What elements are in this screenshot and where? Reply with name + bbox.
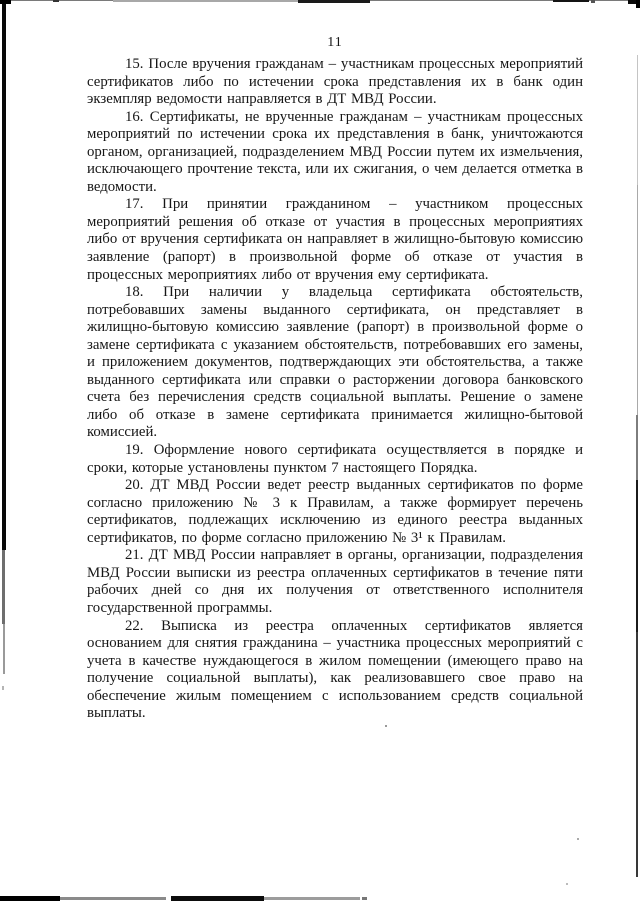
scan-artifact-top-edge: [0, 0, 640, 1]
scan-artifact-bottom-bar: [60, 897, 166, 900]
paragraph: 21. ДТ МВД России направляет в органы, организации, подразделения МВД России выписки из реестра оплаченных сертификатов в течение пяти рабочих дней со дня их получения от ответственного исполнителя государственной программы.: [87, 547, 583, 616]
scan-artifact-speck: [385, 725, 387, 727]
scan-artifact-right-edge: [637, 55, 638, 185]
scan-artifact-bottom-bar: [0, 896, 60, 901]
page-number: 11: [327, 35, 343, 50]
scan-artifact-top-edge: [0, 0, 11, 4]
scan-artifact-top-edge: [298, 0, 370, 3]
paragraph: 17. При принятии гражданином – участником процессных мероприятий решения об отказе от участия в процессных мероприятиях либо от вручения сертификата он направляет в жилищно-бытовую комиссию заявление (рапорт) в произвольной форме об отказе от участия в процессных мероприятиях либо от вручения ему сертификата.: [87, 196, 583, 283]
paragraph: 20. ДТ МВД России ведет реестр выданных сертификатов по форме согласно приложению № 3 к Правилам, а также формирует перечень сертификатов, подлежащих исключению из единого реестра выданных сертификатов, по форме согласно приложению № 3¹ к Правилам.: [87, 477, 583, 546]
scan-artifact-bottom-bar: [171, 896, 264, 901]
scan-artifact-left-edge: [2, 4, 6, 550]
paragraph: 19. Оформление нового сертификата осуществляется в порядке и сроки, которые установлены пунктом 7 настоящего Порядка.: [87, 442, 583, 476]
scan-artifact-bottom-bar: [264, 897, 360, 900]
scan-artifact-top-edge: [553, 0, 589, 2]
scan-artifact-right-edge: [636, 632, 638, 877]
paragraph: 15. После вручения гражданам – участникам процессных мероприятий сертификатов либо по истечении срока представления их в банк один экземпляр ведомости направляется в ДТ МВД России.: [87, 56, 583, 108]
scan-artifact-top-edge: [53, 0, 59, 2]
scan-artifact-left-edge: [3, 624, 5, 674]
scan-artifact-left-edge: [2, 550, 5, 624]
scan-artifact-top-edge: [113, 0, 341, 2]
scan-artifact-speck: [566, 883, 568, 885]
scan-artifact-right-edge: [636, 0, 640, 8]
scan-artifact-top-edge: [628, 0, 640, 4]
scan-artifact-bottom-bar: [362, 897, 367, 900]
scan-artifact-left-edge: [2, 686, 4, 690]
scan-artifact-right-edge: [637, 185, 638, 415]
scan-artifact-top-edge: [591, 0, 595, 3]
scan-artifact-right-edge: [636, 480, 638, 632]
document-body: [87, 56, 583, 723]
paragraph: 22. Выписка из реестра оплаченных сертификатов является основанием для снятия гражданина – участника процессных мероприятий с учета в качестве нуждающегося в жилом помещении (имеющего право на получение социальной выплаты), как реализовавшего свое право на обеспечение жилым помещением с использованием средств социальной выплаты.: [87, 617, 583, 722]
scan-artifact-speck: [577, 838, 579, 840]
paragraph: 16. Сертификаты, не врученные гражданам – участникам процессных мероприятий по истечении срока их представления в банк, уничтожаются органом, организацией, подразделением МВД России путем их измельчения, исключающего прочтение текста, или их сжигания, о чем делается отметка в ведомости.: [87, 108, 583, 195]
paragraph: 18. При наличии у владельца сертификата обстоятельств, потребовавших замены выданного сертификата, он представляет в жилищно-бытовую комиссию заявление (рапорт) в произвольной форме о замене сертификата с указанием обстоятельств, потребовавших его замены, и приложением документов, подтверждающих эти обстоятельства, а также выданного сертификата или справки о расторжении договора банковского счета без перечисления средств социальной выплаты. Решение о замене либо об отказе в замене сертификата принимается жилищно-бытовой комиссией.: [87, 284, 583, 441]
scan-artifact-right-edge: [636, 415, 638, 480]
